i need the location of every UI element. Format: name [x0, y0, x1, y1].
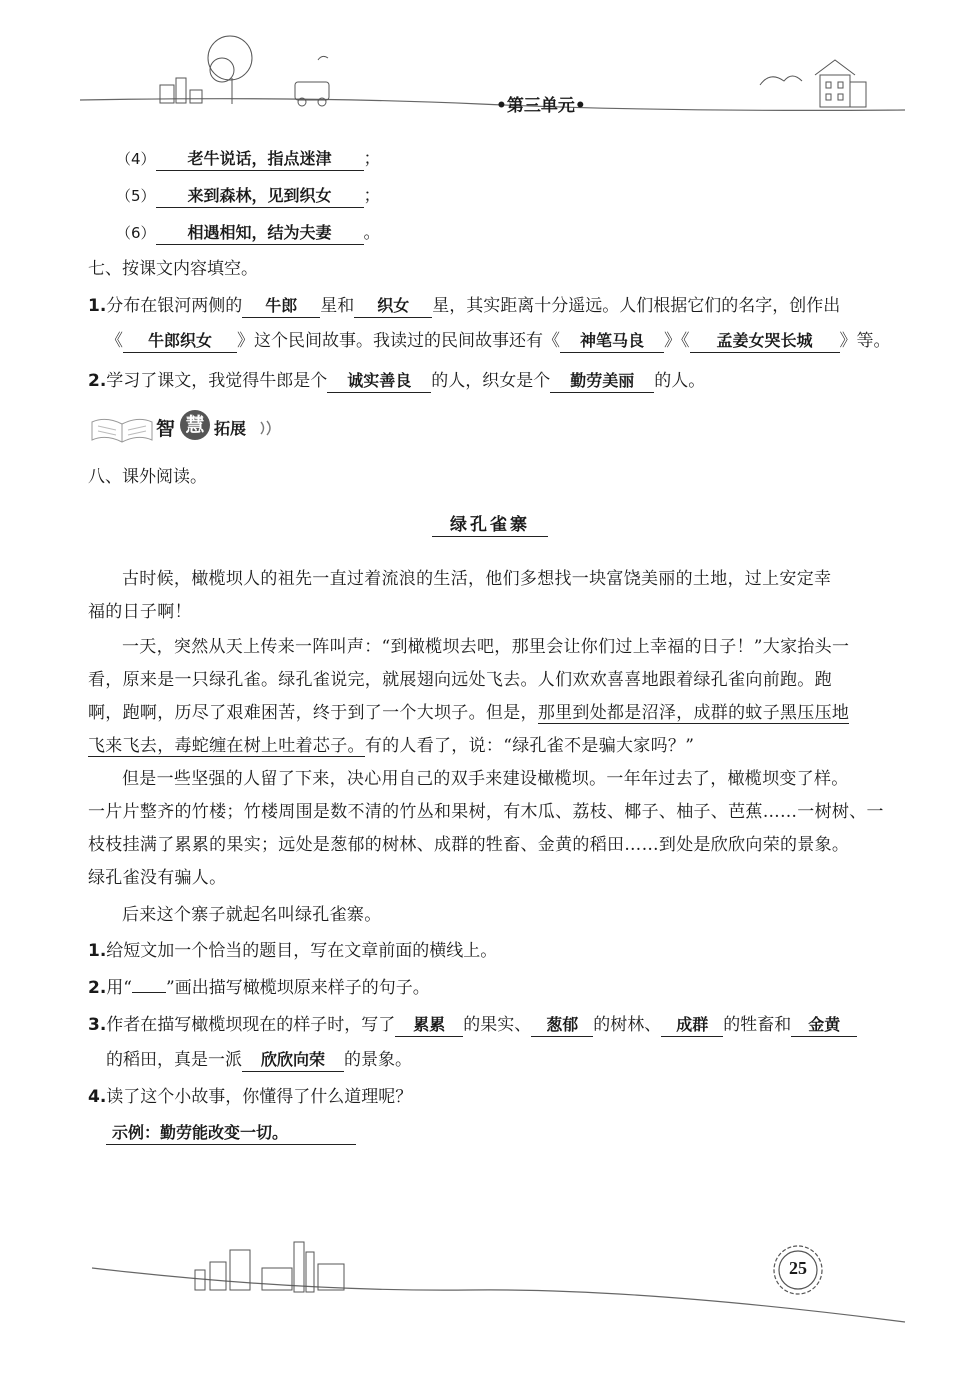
section-8-title: 八、课外阅读。 [88, 467, 207, 487]
para-line: 后来这个寨子就起名叫绿孔雀寨。 [122, 905, 382, 925]
question-number: 2. [88, 371, 107, 391]
story-paragraph-3 [88, 763, 903, 895]
s7-question-1-line1 [88, 293, 899, 319]
text: ”画出描写橄榄坝原来样子的句子。 [166, 978, 430, 998]
s8-question-1 [88, 938, 899, 964]
section-7-title: 七、按课文内容填空。 [88, 259, 258, 279]
text: 作者在描写橄榄坝现在的样子时，写了 [106, 1015, 396, 1035]
footer-decoration [0, 1230, 979, 1340]
s7-question-1-line2 [106, 328, 899, 354]
banner-char-1: 智 [156, 418, 176, 440]
answer-blank: 诚实善良 [327, 370, 431, 393]
row-label: （4） [116, 150, 156, 168]
s8-question-2 [88, 974, 899, 1001]
para-line: 福的日子啊！ [88, 602, 192, 622]
row-end: ； [363, 186, 381, 206]
story-title [430, 514, 550, 537]
answer-blank: 织女 [354, 295, 432, 318]
para-line: 枝枝挂满了累累的果实；远处是葱郁的树林、成群的牲畜、金黄的稻田……到处是欣欣向荣的景象。 [88, 835, 850, 855]
text: 》等。 [839, 331, 891, 351]
text: 星和 [320, 296, 355, 316]
text: 的树林、 [593, 1015, 662, 1035]
answer-row-4 [116, 146, 899, 172]
para-line: 绿孔雀没有骗人。 [88, 868, 227, 888]
question-number: 1. [88, 941, 107, 961]
row-label: （5） [116, 187, 156, 205]
row-end: 。 [363, 223, 381, 243]
answer-row-6 [116, 220, 899, 246]
row-end: ； [363, 149, 381, 169]
text: 的稻田，真是一派 [106, 1050, 242, 1070]
text: 读了这个小故事，你懂得了什么道理呢？ [106, 1087, 413, 1107]
para-line [88, 697, 903, 730]
answer-blank: 金黄 [791, 1014, 857, 1037]
story-title-blank: 绿孔雀寨 [432, 514, 548, 537]
question-number: 1. [88, 296, 107, 316]
text: 《 [106, 331, 123, 351]
story-paragraph-1 [88, 563, 903, 629]
answer-blank: 孟姜女哭长城 [690, 330, 840, 353]
text: 分布在银河两侧的 [106, 296, 243, 316]
book-icon [88, 412, 158, 444]
answer-blank: 来到森林，见到织女 [156, 185, 364, 208]
para-line [88, 730, 903, 763]
s8-question-4-answer [106, 1122, 356, 1145]
s7-question-2 [88, 368, 899, 394]
answer-blank: 欣欣向荣 [242, 1049, 344, 1072]
unit-title: •第三单元• [496, 96, 586, 116]
para-line: 一天，突然从天上传来一阵叫声：“到橄榄坝去吧，那里会让你们过上幸福的日子！”大家抬头一 [122, 637, 850, 657]
signal-arcs-icon [258, 418, 278, 438]
underlined-sentence: 飞来飞去，毒蛇缠在树上吐着芯子。 [88, 736, 365, 756]
underlined-sentence: 那里到处都是沼泽，成群的蚊子黑压压地 [537, 703, 850, 723]
para-line: 但是一些坚强的人留了下来，决心用自己的双手来建设橄榄坝。一年年过去了，橄榄坝变了样。 [122, 769, 849, 789]
answer-blank: 神笔马良 [560, 330, 664, 353]
text: 的牲畜和 [723, 1015, 792, 1035]
text: 星，其实距离十分遥远。人们根据它们的名字，创作出 [432, 296, 841, 316]
question-number: 3. [88, 1015, 107, 1035]
wisdom-banner [88, 408, 288, 448]
answer-blank: 葱郁 [531, 1014, 593, 1037]
s8-question-4 [88, 1084, 899, 1110]
text: 》《 [664, 331, 690, 351]
answer-blank: 成群 [661, 1014, 723, 1037]
para-line: 一片片整齐的竹楼；竹楼周围是数不清的竹丛和果树，有木瓜、荔枝、椰子、柚子、芭蕉……一树树、一 [88, 802, 884, 822]
text: 啊，跑啊，历尽了艰难困苦，终于到了一个大坝子。但是， [88, 703, 538, 723]
underline-symbol [132, 974, 166, 993]
question-number: 4. [88, 1087, 107, 1107]
story-paragraph-2 [88, 631, 903, 763]
para-line: 看，原来是一只绿孔雀。绿孔雀说完，就展翅向远处飞去。人们欢欢喜喜地跟着绿孔雀向前跑。跑 [88, 670, 832, 690]
text: 的人。 [654, 371, 706, 391]
text: 的果实、 [463, 1015, 532, 1035]
answer-blank: 累累 [395, 1014, 463, 1037]
text: 给短文加一个恰当的题目，写在文章前面的横线上。 [106, 941, 498, 961]
row-label: （6） [116, 224, 156, 242]
text: 的景象。 [344, 1050, 412, 1070]
answer-blank: 相遇相知，结为夫妻 [156, 222, 364, 245]
text: 用“ [106, 978, 132, 998]
answer-row-5 [116, 183, 899, 209]
banner-char-3: 拓展 [214, 419, 247, 438]
story-paragraph-4 [88, 899, 903, 932]
text: 有的人看了，说：“绿孔雀不是骗大家吗？” [364, 736, 695, 756]
para-line: 古时候，橄榄坝人的祖先一直过着流浪的生活，他们多想找一块富饶美丽的土地，过上安定幸 [122, 569, 832, 589]
page-number: 25 [789, 1258, 807, 1278]
answer-blank: 牛郎 [242, 295, 320, 318]
answer-blank: 勤劳美丽 [550, 370, 654, 393]
question-number: 2. [88, 978, 107, 998]
text: 学习了课文，我觉得牛郎是个 [106, 371, 328, 391]
answer-blank: 示例：勤劳能改变一切。 [106, 1122, 356, 1145]
banner-char-2: 慧 [180, 410, 210, 440]
header-decoration [0, 0, 979, 140]
s8-question-3-line2 [106, 1047, 899, 1073]
s8-question-3-line1 [88, 1012, 899, 1038]
answer-blank: 牛郎织女 [123, 330, 237, 353]
text: 的人，织女是个 [431, 371, 551, 391]
answer-blank: 老牛说话，指点迷津 [156, 148, 364, 171]
text: 》这个民间故事。我读过的民间故事还有《 [237, 331, 560, 351]
